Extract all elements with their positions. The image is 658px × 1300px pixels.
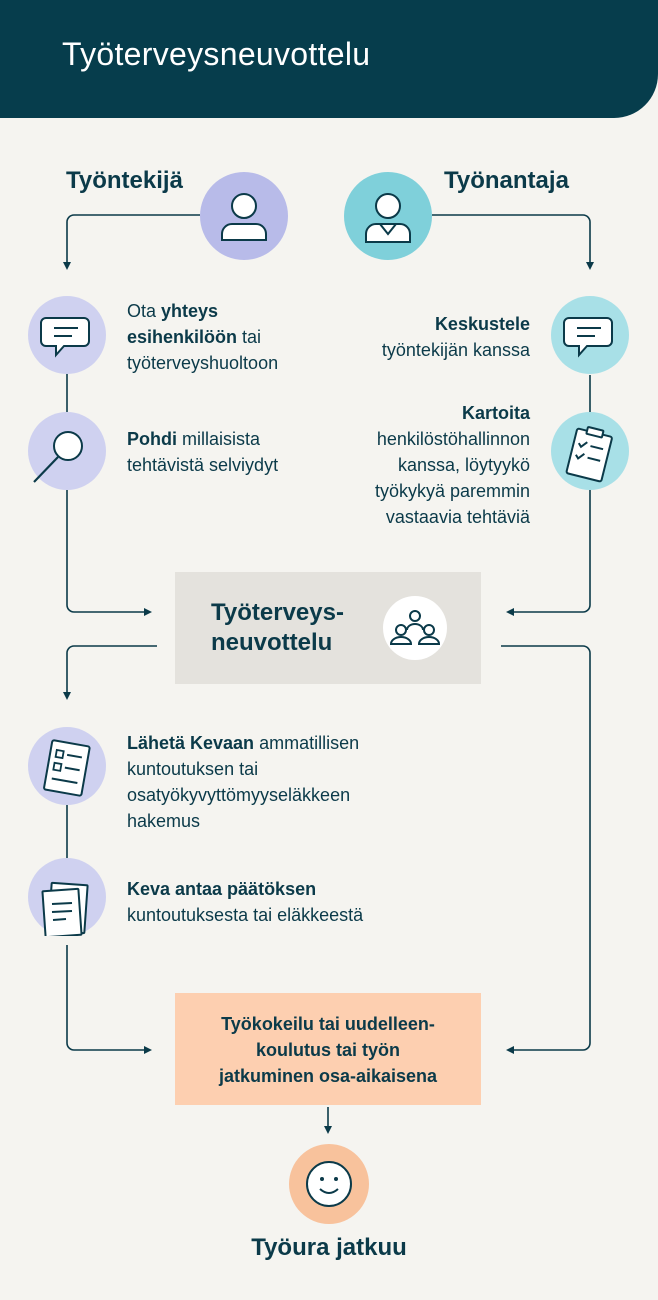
form-document-icon (28, 727, 106, 805)
speech-bubble-icon (551, 296, 629, 374)
employee-avatar (200, 172, 288, 260)
stacked-documents-icon (28, 858, 106, 936)
person-with-collar-icon (344, 172, 432, 260)
employer-step2-text: Kartoita henkilöstöhallinnon kanssa, löytyykö työkykyä paremmin vastaavia tehtäviä (374, 403, 530, 527)
final-label: Työura jatkuu (251, 1234, 407, 1261)
clipboard-checklist-icon (551, 412, 629, 490)
employer-step2-circle (551, 412, 629, 490)
employee-step2-text: Pohdi millaisista tehtävistä selviydyt (127, 429, 279, 475)
smiley-icon (289, 1144, 369, 1224)
group-icon (383, 596, 447, 660)
magnifier-icon (28, 412, 106, 490)
meeting-label: Työterveys- neuvottelu (211, 599, 344, 656)
after-step1-circle (28, 727, 106, 805)
employee-label: Työntekijä (66, 167, 183, 194)
employer-step1-text: Keskustele työntekijän kanssa (381, 314, 530, 360)
meeting-icon-circle (383, 596, 447, 660)
page-title: Työterveysneuvottelu (62, 36, 371, 72)
after-step1-text: Lähetä Kevaan ammatillisen kuntoutuksen tai osatyökyvyttömyyseläkkeen hakemus (127, 733, 360, 831)
smile-circle (289, 1144, 369, 1224)
result-label: Työkokeilu tai uudelleen- koulutus tai työn jatkuminen osa-aikaisena (218, 1014, 438, 1086)
employee-step2-circle (28, 412, 106, 490)
after-step2-circle (28, 858, 106, 936)
employer-step1-circle (551, 296, 629, 374)
employer-avatar (344, 172, 432, 260)
person-icon (200, 172, 288, 260)
employer-label: Työnantaja (444, 167, 569, 194)
after-step2-text: Keva antaa päätöksen kuntoutuksesta tai eläkkeestä (127, 879, 364, 925)
result-box (175, 993, 481, 1105)
meeting-box (175, 572, 481, 684)
employee-step1-circle (28, 296, 106, 374)
speech-bubble-icon (28, 296, 106, 374)
employee-step1-text: Ota yhteys esihenkilöön tai työterveyshuoltoon (127, 301, 279, 373)
